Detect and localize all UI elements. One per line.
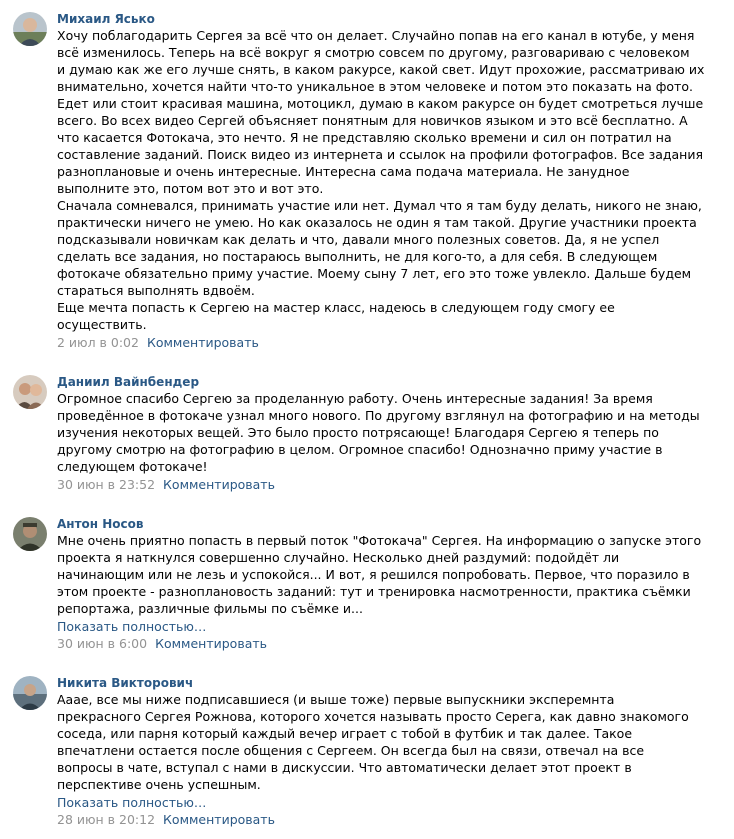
comment-date[interactable]: 30 июн в 23:52 (57, 477, 156, 492)
comment-author[interactable]: Никита Викторович (57, 676, 194, 690)
comment-date[interactable]: 2 июл в 0:02 (57, 335, 139, 350)
show-more-link[interactable]: Показать полностью… (57, 795, 207, 810)
comment-text: Мне очень приятно попасть в первый поток "Фотокача" Сергея. На информацию о запуске этого проекта я наткнулся совершенно случайно. Несколько дней раздумий: подойдёт ли начинающим или не лезь и успокойся... И вот, я решился попробовать. Первое, что поразило в этом проекте - разноплановость заданий: тут и тренировка насмотренности, практика съёмки репортажа, различные фильмы по съёмке и... (57, 533, 702, 616)
comment-meta (57, 811, 275, 828)
comment-text: Огромное спасибо Сергею за проделанную работу. Очень интересные задания! За время проведённое в фотокаче узнал много нового. По другому взглянул на фотографию и на методы изучения некоторых вещей. Это было просто потрясающе! Благодаря Сергею я теперь по другому смотрю на фотографию в целом. Огромное спасибо! Однозначно приму участие в следующем фотокаче! (57, 391, 700, 474)
avatar[interactable] (13, 676, 47, 710)
comment-text: Аааe, все мы ниже подписавшиеся (и выше тоже) первые выпускники эксперемнта прекрасного Сергея Рожнова, которого хочется называть просто Серега, как давно знакомого соседа, или парня который каждый вечер играет с тобой в футбик и так далее. Такое впечатлени остается после общения с Сергеем. Он всегда был на связи, отвечал на все вопросы в чате, вступал с нами в дискуссии. Что автоматически делает этот проект в перспективе очень успешным. (57, 692, 689, 792)
comment-author[interactable]: Даниил Вайнбендер (57, 375, 200, 389)
avatar[interactable] (13, 375, 47, 409)
comment-meta (57, 334, 259, 351)
comment-meta (57, 635, 267, 652)
comment-author[interactable]: Михаил Ясько (57, 12, 155, 26)
avatar[interactable] (13, 12, 47, 46)
avatar[interactable] (13, 517, 47, 551)
comment-text: Хочу поблагодарить Сергея за всё что он делает. Случайно попав на его канал в ютубе, у меня всё изменилось. Теперь на всё вокруг я смотрю совсем по другому, разговариваю с человеком и думаю как же его лучше снять, в каком ракурсе, какой свет. Идут прохожие, рассматриваю их внимательно, хочется найти что-то уникальное в этом человеке и потом это показать на фото. Едет или стоит красивая машина, мотоцикл, думаю в каком ракурсе он будет смотреться лучше всего. Во всех видео Сергей объясняет понятным для новичков языком и это всё бесплатно. А что касается Фотокача, это нечто. Я не представляю сколько времени и сил он потратил на составление заданий. Поиск видео из интернета и ссылок на профили фотографов. Все задания разноплановые и очень интересные. Интересна сама подача материала. Не занудное выполните это, потом вот это и вот это. Сначала сомневался, принимать участие или нет. Думал что я там буду делать, никого не знаю, практически ничего не умею. Но как оказалось не один я там такой. Другие участники проекта подсказывали новичкам как делать и что, давали много полезных советов. Да, я не успел сделать все задания, но постараюсь выполнить, не для кого-то, а для себя. В следующем фотокаче обязательно приму участие. Моему сыну 7 лет, его это тоже увлекло. Дальше будем стараться выполнять вдвоём. Еще мечта попасть к Сергею на мастер класс, надеюсь в следующем году смогу ее осуществить. (57, 28, 705, 332)
comment-reply-link[interactable]: Комментировать (146, 335, 259, 350)
show-more-link[interactable]: Показать полностью… (57, 619, 207, 634)
comment-date[interactable]: 28 июн в 20:12 (57, 812, 156, 827)
comment-reply-link[interactable]: Комментировать (163, 812, 275, 827)
comment-date[interactable]: 30 июн в 6:00 (57, 636, 148, 651)
comment-reply-link[interactable]: Комментировать (155, 636, 268, 651)
comment-reply-link[interactable]: Комментировать (163, 477, 275, 492)
comment-author[interactable]: Антон Носов (57, 517, 144, 531)
comment-meta (57, 476, 275, 493)
